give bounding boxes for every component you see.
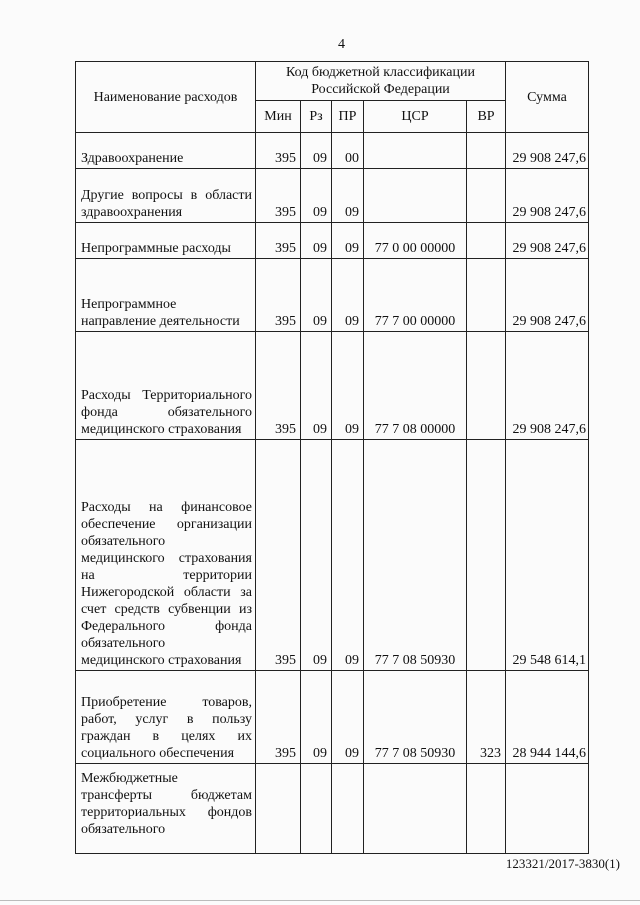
row-sum: 28 944 144,6 xyxy=(506,671,589,764)
row-min xyxy=(256,764,301,854)
table-row xyxy=(76,332,589,440)
row-pr: 09 xyxy=(332,223,364,259)
row-csr: 77 7 00 00000 xyxy=(364,259,467,332)
table-row xyxy=(76,133,589,169)
row-pr: 00 xyxy=(332,133,364,169)
table-row xyxy=(76,223,589,259)
row-name: Приобретение товаров, работ, услуг в пользу граждан в целях их социального обеспечения xyxy=(76,671,256,764)
row-vr xyxy=(467,440,506,671)
header-name-column: Наименование расходов xyxy=(76,62,256,133)
row-csr xyxy=(364,133,467,169)
row-name: Межбюджетные трансферты бюджетам территориальных фондов обязательного xyxy=(76,764,256,854)
row-min: 395 xyxy=(256,133,301,169)
row-min: 395 xyxy=(256,332,301,440)
row-csr: 77 7 08 50930 xyxy=(364,440,467,671)
row-pr xyxy=(332,764,364,854)
row-csr xyxy=(364,169,467,223)
row-csr: 77 7 08 00000 xyxy=(364,332,467,440)
row-name: Расходы на финансовое обеспечение организации обязательного медицинского страхования на территории Нижегородской области за счет средств субвенции из Федерального фонда обязательного медицинского страхования xyxy=(76,440,256,671)
row-sum: 29 548 614,1 xyxy=(506,440,589,671)
row-csr: 77 7 08 50930 xyxy=(364,671,467,764)
header-code-group: Код бюджетной классификации Российской Федерации xyxy=(256,62,506,101)
row-name: Расходы Территориального фонда обязательного медицинского страхования xyxy=(76,332,256,440)
page-edge-divider xyxy=(0,900,640,901)
row-name: Непрограммное направление деятельности xyxy=(76,259,256,332)
row-min: 395 xyxy=(256,169,301,223)
header-min: Мин xyxy=(256,101,301,133)
row-vr xyxy=(467,764,506,854)
header-csr: ЦСР xyxy=(364,101,467,133)
row-sum: 29 908 247,6 xyxy=(506,133,589,169)
row-sum: 29 908 247,6 xyxy=(506,332,589,440)
row-rz xyxy=(301,764,332,854)
row-rz: 09 xyxy=(301,133,332,169)
row-name: Непрограммные расходы xyxy=(76,223,256,259)
row-sum: 29 908 247,6 xyxy=(506,259,589,332)
header-rz: Рз xyxy=(301,101,332,133)
row-vr xyxy=(467,223,506,259)
row-name: Здравоохранение xyxy=(76,133,256,169)
row-csr xyxy=(364,764,467,854)
row-min: 395 xyxy=(256,440,301,671)
table-row xyxy=(76,671,589,764)
header-vr: ВР xyxy=(467,101,506,133)
row-sum: 29 908 247,6 xyxy=(506,169,589,223)
row-rz: 09 xyxy=(301,169,332,223)
row-vr xyxy=(467,169,506,223)
row-csr: 77 0 00 00000 xyxy=(364,223,467,259)
row-sum xyxy=(506,764,589,854)
row-min: 395 xyxy=(256,223,301,259)
page-number: 4 xyxy=(338,37,345,52)
row-pr: 09 xyxy=(332,671,364,764)
budget-table xyxy=(75,61,589,854)
row-name: Другие вопросы в области здравоохранения xyxy=(76,169,256,223)
row-vr xyxy=(467,133,506,169)
row-vr xyxy=(467,332,506,440)
row-rz: 09 xyxy=(301,440,332,671)
table-row xyxy=(76,440,589,671)
document-registration-code: 123321/2017-3830(1) xyxy=(505,856,620,871)
table-row xyxy=(76,764,589,854)
row-sum: 29 908 247,6 xyxy=(506,223,589,259)
row-pr: 09 xyxy=(332,169,364,223)
row-vr: 323 xyxy=(467,671,506,764)
row-rz: 09 xyxy=(301,223,332,259)
row-min: 395 xyxy=(256,259,301,332)
row-rz: 09 xyxy=(301,332,332,440)
row-pr: 09 xyxy=(332,332,364,440)
row-rz: 09 xyxy=(301,671,332,764)
row-min: 395 xyxy=(256,671,301,764)
row-vr xyxy=(467,259,506,332)
header-pr: ПР xyxy=(332,101,364,133)
table-row xyxy=(76,259,589,332)
header-sum-column: Сумма xyxy=(506,62,589,133)
row-pr: 09 xyxy=(332,259,364,332)
table-row xyxy=(76,169,589,223)
row-pr: 09 xyxy=(332,440,364,671)
row-rz: 09 xyxy=(301,259,332,332)
